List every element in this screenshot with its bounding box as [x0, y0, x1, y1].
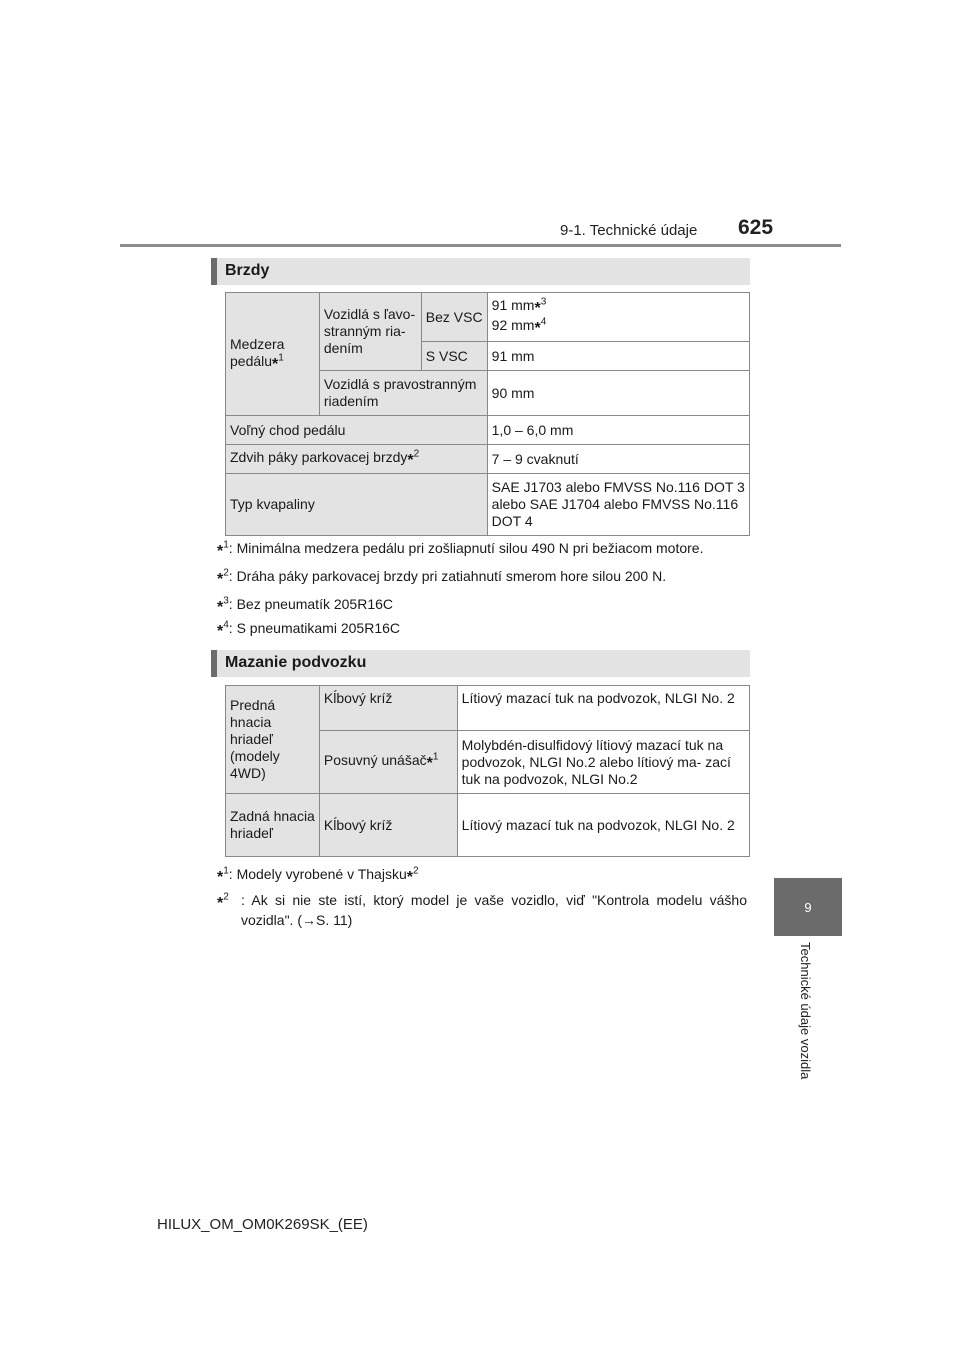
front-shaft-label: Predná hnacia hriadeľ (modely 4WD) — [226, 686, 320, 794]
free-play-label: Voľný chod pedálu — [226, 416, 488, 445]
fluid-type-label: Typ kvapaliny — [226, 474, 488, 536]
right-hand-drive-label: Vozidlá s pravostranným riadením — [319, 371, 487, 416]
front-universal-joint-label: Kĺbový kríž — [319, 686, 457, 731]
chapter-number: 9 — [804, 899, 812, 915]
without-vsc-label: Bez VSC — [421, 293, 487, 342]
brake-footnote: *$^2$: Dráha páky parkovacej brzdy pri zatiahnutí smerom hore silou 200 N. — [217, 567, 667, 588]
page-number: 625 — [738, 216, 774, 239]
with-vsc-value: 91 mm — [487, 342, 749, 371]
chassis-table — [225, 685, 750, 857]
section-accent — [211, 650, 217, 677]
section-accent — [211, 258, 217, 285]
fluid-type-value: SAE J1703 alebo FMVSS No.116 DOT 3 alebo SAE J1704 alebo FMVSS No.116 DOT 4 — [487, 474, 749, 536]
document-code-footer: HILUX_OM_OM0K269SK_(EE) — [157, 1216, 368, 1233]
chapter-label-vertical — [797, 942, 817, 1102]
rear-shaft-label: Zadná hnacia hriadeľ — [226, 794, 320, 857]
with-vsc-label: S VSC — [421, 342, 487, 371]
rear-universal-joint-value: Lítiový mazací tuk na podvozok, NLGI No. 2 — [457, 794, 749, 857]
pedal-clearance-label: Medzera pedálu*$^1$ — [226, 293, 320, 416]
rear-universal-joint-label: Kĺbový kríž — [319, 794, 457, 857]
chassis-footnote: *$^2$ : Ak si nie ste istí, ktorý model je vaše vozidlo, viď "Kontrola modelu vášho vozidla". (→S. 11) — [217, 891, 747, 928]
brakes-title: Brzdy — [225, 262, 270, 279]
brake-footnote: *$^4$: S pneumatikami 205R16C — [217, 619, 400, 640]
sliding-yoke-label: Posuvný unášač*$^1$ — [319, 731, 457, 794]
brakes-table — [225, 292, 750, 536]
header-divider — [120, 244, 841, 247]
chapter-label: Technické údaje vozidla — [798, 942, 813, 1080]
right-hand-drive-value: 90 mm — [487, 371, 749, 416]
chassis-section-header — [211, 650, 750, 677]
chassis-footnote: *$^1$: Modely vyrobené v Thajsku*$^2$ — [217, 865, 419, 886]
front-universal-joint-value: Lítiový mazací tuk na podvozok, NLGI No. 2 — [457, 686, 749, 731]
brake-footnote: *$^1$: Minimálna medzera pedálu pri zošliapnutí silou 490 N pri bežiacom motore. — [217, 539, 704, 560]
left-hand-drive-label: Vozidlá s ľavo- stranným ria- dením — [319, 293, 421, 371]
chassis-title: Mazanie podvozku — [225, 654, 367, 671]
section-heading: 9-1. Technické údaje — [560, 222, 698, 239]
parking-brake-value: 7 – 9 cvaknutí — [487, 445, 749, 474]
without-vsc-value: 91 mm*$^3$ 92 mm*$^4$ — [487, 293, 749, 342]
parking-brake-label: Zdvih páky parkovacej brzdy*$^2$ — [226, 445, 488, 474]
chapter-tab[interactable] — [774, 878, 842, 936]
free-play-value: 1,0 – 6,0 mm — [487, 416, 749, 445]
brake-footnote: *$^3$: Bez pneumatík 205R16C — [217, 595, 394, 616]
sliding-yoke-value: Molybdén-disulfidový lítiový mazací tuk na podvozok, NLGI No.2 alebo lítiový ma- zací tuk na podvozok, NLGI No.2 — [457, 731, 749, 794]
brakes-section-header — [211, 258, 750, 285]
